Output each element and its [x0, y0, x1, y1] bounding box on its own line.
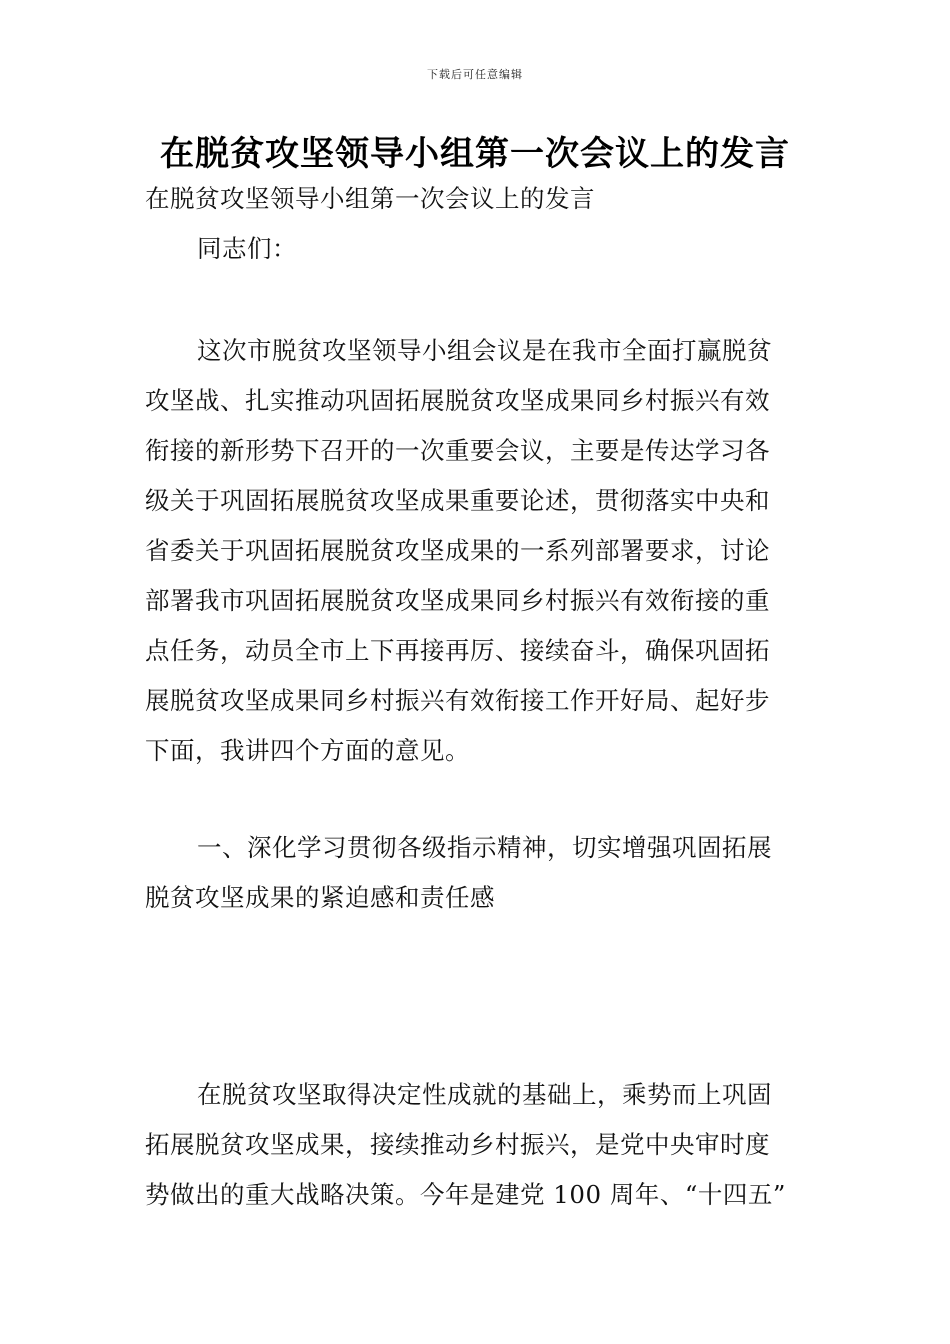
paragraph-line: 拓展脱贫攻坚成果，接续推动乡村振兴，是党中央审时度 — [145, 1130, 770, 1159]
paragraph-1 — [145, 326, 815, 776]
subtitle: 在脱贫攻坚领导小组第一次会议上的发言 — [145, 184, 595, 213]
paragraph-line: 省委关于巩固拓展脱贫攻坚成果的一系列部署要求，讨论 — [145, 536, 770, 565]
paragraph-line: 这次市脱贫攻坚领导小组会议是在我市全面打赢脱贫 — [197, 336, 772, 365]
section-1-heading — [145, 823, 815, 923]
paragraph-line: 点任务，动员全市上下再接再厉、接续奋斗，确保巩固拓 — [145, 636, 770, 665]
paragraph-line: 下面，我讲四个方面的意见。 — [145, 736, 470, 765]
heading-line: 一、深化学习贯彻各级指示精神，切实增强巩固拓展 — [197, 833, 772, 862]
paragraph-line: 攻坚战、扎实推动巩固拓展脱贫攻坚成果同乡村振兴有效 — [145, 386, 770, 415]
paragraph-line: 衔接的新形势下召开的一次重要会议，主要是传达学习各 — [145, 436, 770, 465]
header-note: 下载后可任意编辑 — [427, 68, 523, 81]
paragraph-line: 级关于巩固拓展脱贫攻坚成果重要论述，贯彻落实中央和 — [145, 486, 770, 515]
salutation: 同志们： — [197, 234, 297, 263]
subtitle-block — [145, 174, 815, 274]
paragraph-line: 展脱贫攻坚成果同乡村振兴有效衔接工作开好局、起好步 — [145, 686, 770, 715]
heading-line: 脱贫攻坚成果的紧迫感和责任感 — [145, 883, 495, 912]
paragraph-line: 势做出的重大战略决策。今年是建党 100 周年、“十四五” — [145, 1180, 786, 1209]
document-title: 在脱贫攻坚领导小组第一次会议上的发言 — [160, 134, 790, 174]
paragraph-line: 在脱贫攻坚取得决定性成就的基础上，乘势而上巩固 — [197, 1080, 772, 1109]
paragraph-line: 部署我市巩固拓展脱贫攻坚成果同乡村振兴有效衔接的重 — [145, 586, 770, 615]
paragraph-2 — [145, 1070, 815, 1220]
